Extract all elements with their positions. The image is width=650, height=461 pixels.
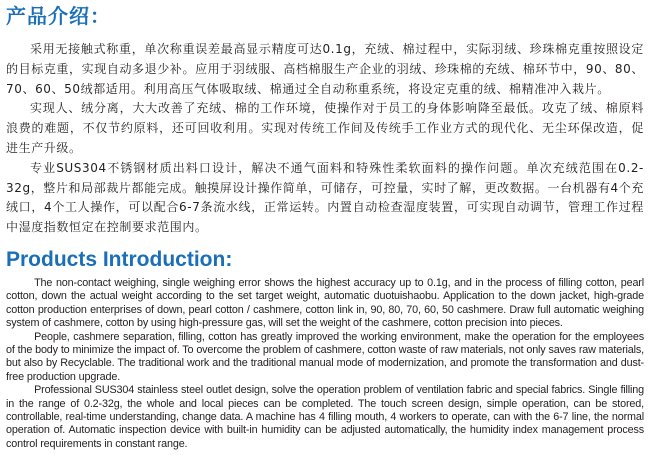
chinese-paragraph-weighing: 采用无接触式称重，单次称重误差最高显示精度可达0.1g，充绒、棉过程中，实际羽绒、珍珠棉克重按照设定的目标克重，实现自动多退少补。应用于羽绒服、高档棉服生产企业的羽绒、珍珠棉的充绒、棉环节中，90、80、70、60、50绒都适用。利用高压气体吸取绒、棉通过全自动称重系统，将设定克重的绒、棉精准冲入栽片。 <box>6 42 644 96</box>
english-section-title: Products Introduction: <box>6 248 233 271</box>
chinese-paragraph-environment: 实现人、绒分离，大大改善了充绒、棉的工作环境，使操作对于员工的身体影响降至最低。攻克了绒、棉原料浪费的难题，不仅节约原料，还可回收利用。实现对传统工作间及传统手工作业方式的现代化、无尘环保改造，促进生产升级。 <box>6 101 644 155</box>
english-paragraph-environment: People, cashmere separation, filling, cotton has greatly improved the working environment, make the operation for the employees of the body to minimize the impact of. To overcome the problem of cashmere, cotton waste of raw materials, not only saves raw materials, but also by Recyclable. The traditional work and the traditional manual mode of modernization, and promote the transformation and dust-free production upgrade. <box>6 330 644 383</box>
chinese-intro-body <box>6 40 644 238</box>
english-paragraph-design: Professional SUS304 stainless steel outlet design, solve the operation problem of ventilation fabric and special fabrics. Single filling in the range of 0.2-32g, the whole and local pieces can be completed. The touch screen design, simple operation, can be stored, controllable, real-time understanding, change data. A machine has 4 filling mouth, 4 workers to operate, can with the 6-7 line, the normal operation of. Automatic inspection device with built-in humidity can be adjusted automatically, the humidity index management process control requirements in constant range. <box>6 384 644 450</box>
english-intro-body <box>6 277 644 451</box>
chinese-paragraph-design: 专业SUS304不锈钢材质出料口设计，解决不通气面料和特殊性柔软面料的操作问题。单次充绒范围在0.2-32g，整片和局部裁片都能完成。触摸屏设计操作简单，可储存，可控量，实时了解，更改数据。一台机器有4个充绒口，4个工人操作，可以配合6-7条流水线，正常运转。内置自动检查湿度装置，可实现自动调节，管理工作过程中湿度指数恒定在控制要求范围内。 <box>6 160 644 235</box>
english-paragraph-weighing: The non-contact weighing, single weighing error shows the highest accuracy up to 0.1g, and in the process of filling cotton, pearl cotton, down the actual weight according to the set target weight, automatic duotuishaobu. Application to the down jacket, high-grade cotton production enterprises of down, pearl cotton / cashmere, cotton link in, 90, 80, 70, 60, 50 cashmere. Draw full automatic weighing system of cashmere, cotton by using high-pressure gas, will set the weight of the cashmere, cotton precision into pieces. <box>6 277 644 330</box>
chinese-section-title: 产品介绍： <box>6 4 111 28</box>
